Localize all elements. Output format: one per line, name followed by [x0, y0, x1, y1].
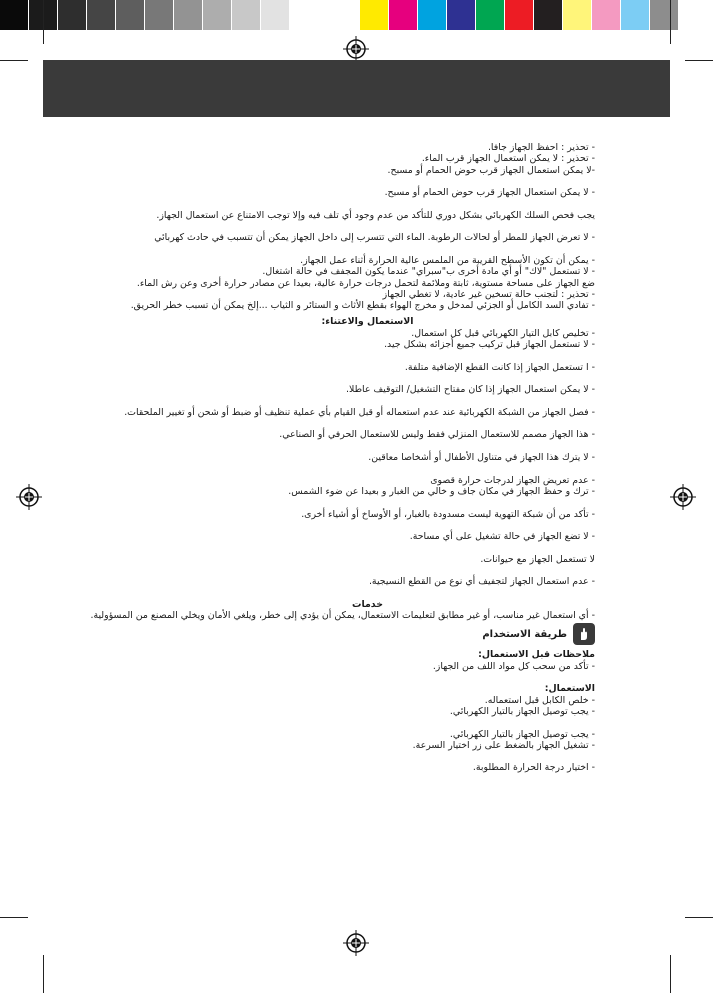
color-swatch: [650, 0, 679, 30]
usage-method-heading: [140, 623, 595, 645]
color-swatch: [58, 0, 87, 30]
color-swatch: [261, 0, 290, 30]
usage-title: الاستعمال:: [544, 683, 595, 695]
use-item: - ترك و حفظ الجهاز في مكان جاف و خالي من الغبار و بعيدا عن ضوء الشمس.: [288, 485, 595, 497]
registration-mark-bottom: [343, 930, 369, 956]
use-item: - لا يترك هذا الجهاز في متناول الأطفال أو أشخاصا معاقين.: [368, 452, 595, 464]
usage-item: - يجب توصيل الجهاز بالتيار الكهربائي.: [449, 728, 595, 740]
color-swatch: [232, 0, 261, 30]
color-swatch: [174, 0, 203, 30]
usage-item: - خلص الكابل قبل استعماله.: [484, 694, 595, 706]
color-swatch: [87, 0, 116, 30]
color-swatch: [203, 0, 232, 30]
services-text: - أي استعمال غير مناسب، أو غير مطابق لتعليمات الاستعمال، يمكن أن يؤدي إلى خطر، ويلغي الأمان ويخلي المصنع من المسؤولية.: [90, 610, 595, 622]
use-section-title: الاستعمال والاعتناء:: [321, 316, 414, 328]
color-swatch: [592, 0, 621, 30]
color-swatch: [0, 0, 29, 30]
color-swatch: [145, 0, 174, 30]
registration-mark-right: [670, 484, 696, 510]
crop-mark: [43, 0, 44, 44]
crop-mark: [0, 917, 28, 918]
header-band: [43, 60, 670, 117]
color-swatch: [360, 0, 389, 30]
warning-line: - لا يمكن استعمال الجهاز قرب حوض الحمام أو مسبح.: [384, 187, 595, 199]
manual-content: [90, 142, 595, 774]
warning-line: - تحذير : لتجنب حالة تسخين غير عادية، لا تغطي الجهاز: [382, 288, 595, 300]
usage-method-title: طريقة الاستخدام: [482, 628, 567, 640]
warning-line: - تفادي السد الكامل أو الجزئي لمدخل و مخرج الهواء بقطع الأثاث و الستائر و الثياب ...إلخ يمكن أن تسبب خطر الحريق.: [130, 300, 595, 312]
notes-item: - تأكد من سحب كل مواد اللف من الجهاز.: [432, 660, 595, 672]
crop-mark: [685, 60, 713, 61]
warning-line: - تحذير : احفظ الجهاز جافا.: [487, 142, 595, 153]
use-item: - لا يمكن استعمال الجهاز إذا كان مفتاح التشغيل/ التوقيف عاطلا.: [346, 384, 595, 396]
warning-line: - يمكن أن تكون الأسطح القريبة من الملمس عالية الحرارة أثناء عمل الجهاز.: [300, 254, 595, 266]
crop-mark: [0, 60, 28, 61]
crop-mark: [685, 917, 713, 918]
warning-line: ضع الجهاز على مساحة مستوية، ثابتة وملائمة لتحمل درجات حرارة عالية، بعيدا عن مصادر حرارة أخرى وعن رش الماء.: [136, 277, 595, 289]
gray-calibration-strip: [0, 0, 319, 30]
notes-title: ملاحظات قبل الاستعمال:: [478, 649, 595, 661]
crop-mark: [43, 955, 44, 993]
color-swatch: [505, 0, 534, 30]
warning-line: - لا تعرض الجهاز للمطر أو لحالات الرطوبة. الماء التي تتسرب إلى داخل الجهاز يمكن أن تتسبب في حادث كهربائي: [154, 232, 595, 244]
use-item: - عدم استعمال الجهاز لتجفيف أي نوع من القطع النسيجية.: [368, 576, 595, 588]
use-item: - هذا الجهاز مصمم للاستعمال المنزلي فقط وليس للاستعمال الحرفي أو الصناعي.: [279, 429, 595, 441]
use-item: - ا تستعمل الجهاز إذا كانت القطع الإضافية متلفة.: [404, 361, 595, 373]
use-item: - عدم تعريض الجهاز لدرجات حرارة قصوى: [430, 474, 595, 486]
color-swatch: [418, 0, 447, 30]
use-item: - تخليص كابل التيار الكهربائي قبل كل استعمال.: [411, 327, 595, 339]
services-title: خدمات: [352, 598, 383, 610]
color-swatch: [290, 0, 319, 30]
registration-mark-top: [343, 36, 369, 62]
color-swatch: [563, 0, 592, 30]
warning-line: - لا تستعمل "لاك" أو أي مادة أخرى ب"سبراي" عندما يكون المجفف في حالة اشتغال.: [262, 266, 595, 278]
use-item: - لا تستعمل الجهاز قبل تركيب جميع أجزائه بشكل جيد.: [384, 339, 595, 351]
usage-item: - اختيار درجة الحرارة المطلوبة.: [472, 762, 595, 774]
warning-line: -لا يمكن استعمال الجهاز قرب حوض الحمام أو مسبح.: [387, 164, 595, 176]
crop-mark: [670, 0, 671, 44]
use-item: - تأكد من أن شبكة التهوية ليست مسدودة بالغبار، أو الأوساخ أو أشياء أخرى.: [301, 508, 595, 520]
color-calibration-strip: [360, 0, 679, 30]
crop-mark: [670, 955, 671, 993]
use-item: لا تستعمل الجهاز مع حيوانات.: [480, 553, 595, 565]
warning-line: - تحذير : لا يمكن استعمال الجهاز قرب الماء.: [421, 153, 595, 165]
color-swatch: [476, 0, 505, 30]
hand-icon: [573, 623, 595, 645]
color-swatch: [621, 0, 650, 30]
color-swatch: [447, 0, 476, 30]
color-swatch: [534, 0, 563, 30]
use-item: - لا تضع الجهاز في حالة تشغيل على أي مساحة.: [409, 531, 595, 543]
registration-mark-left: [16, 484, 42, 510]
use-item: - فصل الجهاز من الشبكة الكهربائية عند عدم استعماله أو قبل القيام بأي عملية تنظيف أو ضبط أو شحن أو تغيير الملحقات.: [124, 406, 595, 418]
warning-line: يجب فحص السلك الكهربائي بشكل دوري للتأكد من عدم وجود أي تلف فيه وإلا توجب الامتناع عن استعمال الجهاز.: [156, 209, 595, 221]
color-swatch: [116, 0, 145, 30]
color-swatch: [389, 0, 418, 30]
usage-item: - يجب توصيل الجهاز بالتيار الكهربائي.: [449, 705, 595, 717]
usage-item: - تشغيل الجهاز بالضغط على زر اختيار السرعة.: [412, 739, 595, 751]
